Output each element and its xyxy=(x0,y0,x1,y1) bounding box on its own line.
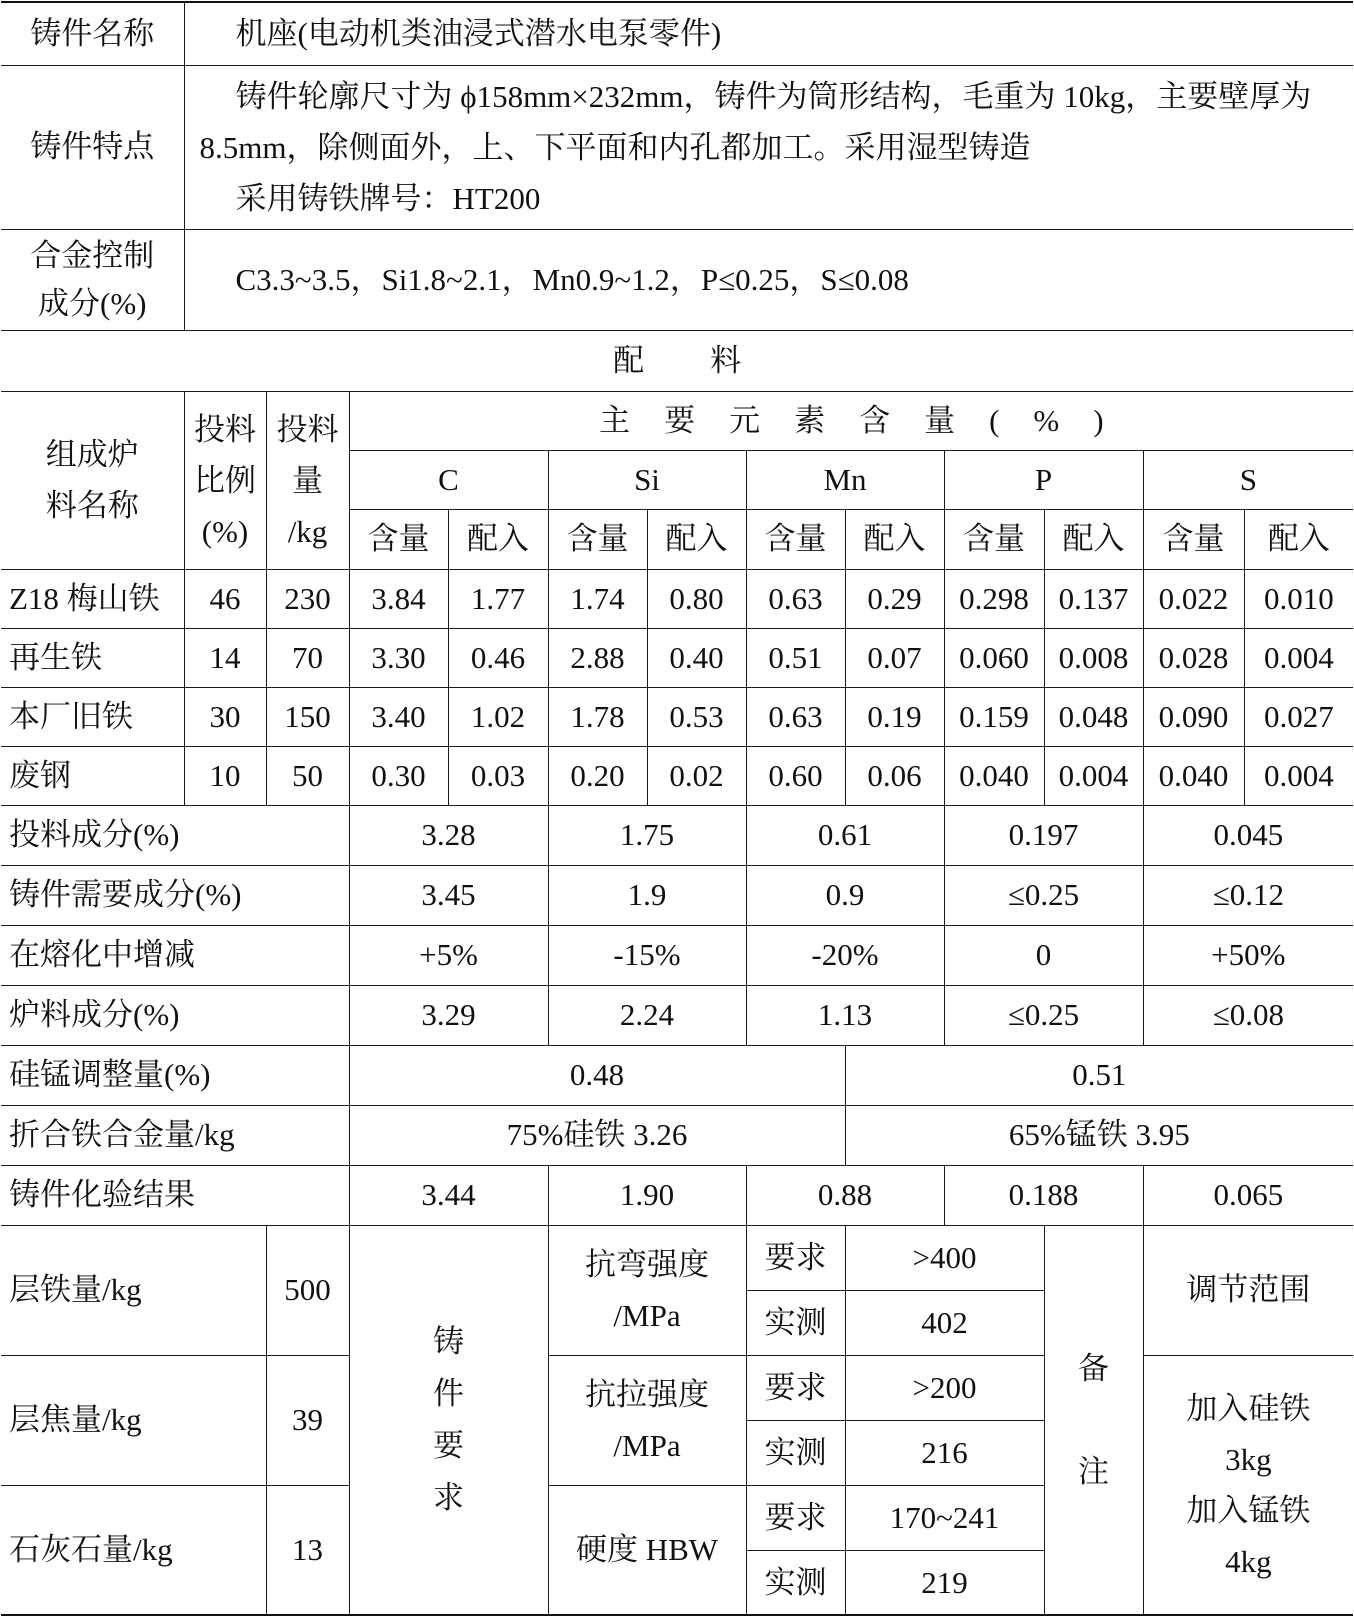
alloy-label-line: 成分(%) xyxy=(38,285,147,321)
alloy-value: C3.3~3.5，Si1.8~2.1，Mn0.9~1.2，P≤0.25，S≤0.08 xyxy=(184,229,1353,330)
limestone-value: 13 xyxy=(266,1485,349,1615)
summary-mn: -20% xyxy=(746,925,944,985)
casting-name-row xyxy=(1,2,1353,65)
sub-header-added: 配入 xyxy=(845,509,944,569)
si-added: 0.40 xyxy=(647,628,746,687)
charge-amount: 230 xyxy=(266,569,349,628)
adjust-si: 0.48 xyxy=(349,1045,845,1105)
charge-amount: 70 xyxy=(266,628,349,687)
c-added: 0.46 xyxy=(448,628,548,687)
col-header-line: 组成炉 xyxy=(45,437,139,472)
tensile-strength-label xyxy=(548,1355,746,1485)
summary-si: 1.75 xyxy=(548,805,746,865)
mn-added: 0.07 xyxy=(845,628,944,687)
melting-row xyxy=(1,1225,1353,1290)
s-added: 0.027 xyxy=(1244,687,1353,746)
ferroalloy-row xyxy=(1,1105,1353,1165)
summary-p: 0 xyxy=(944,925,1143,985)
sub-header-content: 含量 xyxy=(548,509,647,569)
p-added: 0.137 xyxy=(1044,569,1143,628)
summary-row xyxy=(1,805,1353,865)
charge-ratio: 46 xyxy=(184,569,266,628)
batching-title: 配料 xyxy=(613,342,808,378)
col-header-ratio xyxy=(184,391,266,569)
p-content: 0.060 xyxy=(944,628,1044,687)
charge-ratio: 14 xyxy=(184,628,266,687)
coke-charge-label: 层焦量/kg xyxy=(1,1355,266,1485)
c-added: 1.77 xyxy=(448,569,548,628)
si-added: 0.80 xyxy=(647,569,746,628)
charge-name: Z18 梅山铁 xyxy=(1,569,184,628)
summary-c: 3.45 xyxy=(349,865,548,925)
summary-mn: 0.9 xyxy=(746,865,944,925)
si-content: 1.78 xyxy=(548,687,647,746)
summary-c: 3.29 xyxy=(349,985,548,1045)
c-added: 0.03 xyxy=(448,746,548,805)
note-amount: 3kg xyxy=(1225,1441,1272,1477)
col-header-line: 投料 xyxy=(276,411,339,447)
si-content: 0.20 xyxy=(548,746,647,805)
summary-s: +50% xyxy=(1143,925,1353,985)
summary-c: +5% xyxy=(349,925,548,985)
charge-name: 本厂旧铁 xyxy=(1,687,184,746)
casting-features-text: 铸件轮廓尺寸为 ϕ158mm×232mm，铸件为筒形结构，毛重为 10kg，主要壁厚为 8.5mm，除侧面外，上、下平面和内孔都加工。采用湿型铸造 xyxy=(199,78,1312,165)
summary-label: 炉料成分(%) xyxy=(1,985,349,1045)
col-header-line: (%) xyxy=(201,513,249,549)
s-added: 0.004 xyxy=(1244,628,1353,687)
casting-grade-text: 采用铸铁牌号：HT200 xyxy=(235,180,541,216)
assay-p: 0.188 xyxy=(944,1165,1143,1225)
sub-header-content: 含量 xyxy=(944,509,1044,569)
summary-label: 铸件需要成分(%) xyxy=(1,865,349,925)
summary-row xyxy=(1,865,1353,925)
ferroalloy-label: 折合铁合金量/kg xyxy=(1,1105,349,1165)
casting-name-label: 铸件名称 xyxy=(1,2,184,65)
coke-charge-value: 39 xyxy=(266,1355,349,1485)
tensile-required-value: >200 xyxy=(845,1355,1044,1420)
required-label: 要求 xyxy=(746,1485,845,1550)
s-content: 0.028 xyxy=(1143,628,1244,687)
element-header-mn: Mn xyxy=(746,450,944,509)
mn-added: 0.06 xyxy=(845,746,944,805)
col-header-amount xyxy=(266,391,349,569)
mn-content: 0.63 xyxy=(746,569,845,628)
s-content: 0.040 xyxy=(1143,746,1244,805)
sub-header-content: 含量 xyxy=(746,509,845,569)
assay-label: 铸件化验结果 xyxy=(1,1165,349,1225)
summary-si: 2.24 xyxy=(548,985,746,1045)
casting-name-value: 机座(电动机类油浸式潜水电泵零件) xyxy=(184,2,1353,65)
remarks-title: 备注 xyxy=(1078,1350,1109,1489)
casting-requirements-cell xyxy=(349,1225,548,1615)
batching-title-row xyxy=(1,330,1353,391)
charge-row xyxy=(1,628,1353,687)
charge-name: 废钢 xyxy=(1,746,184,805)
note-text: 加入硅铁 xyxy=(1186,1390,1311,1426)
charge-row xyxy=(1,746,1353,805)
summary-mn: 0.61 xyxy=(746,805,944,865)
p-added: 0.008 xyxy=(1044,628,1143,687)
c-content: 3.30 xyxy=(349,628,448,687)
adjust-label: 硅锰调整量(%) xyxy=(1,1045,349,1105)
c-content: 3.40 xyxy=(349,687,448,746)
measured-label: 实测 xyxy=(746,1420,845,1485)
charge-name: 再生铁 xyxy=(1,628,184,687)
iron-charge-value: 500 xyxy=(266,1225,349,1355)
summary-mn: 1.13 xyxy=(746,985,944,1045)
element-header-si: Si xyxy=(548,450,746,509)
alloy-label xyxy=(1,229,184,330)
summary-c: 3.28 xyxy=(349,805,548,865)
casting-features-cell xyxy=(184,65,1353,229)
hardness-required-value: 170~241 xyxy=(845,1485,1044,1550)
note-text: 加入锰铁 xyxy=(1186,1492,1311,1528)
casting-batching-table xyxy=(1,1,1353,1616)
assay-s: 0.065 xyxy=(1143,1165,1353,1225)
s-content: 0.090 xyxy=(1143,687,1244,746)
sub-header-content: 含量 xyxy=(349,509,448,569)
summary-si: -15% xyxy=(548,925,746,985)
hardness-label: 硬度 HBW xyxy=(548,1485,746,1615)
sub-header-added: 配入 xyxy=(1244,509,1353,569)
mn-added: 0.29 xyxy=(845,569,944,628)
tensile-strength-unit: /MPa xyxy=(613,1428,681,1463)
col-header-elements xyxy=(349,391,1353,450)
header-row-main xyxy=(1,391,1353,450)
sub-header-added: 配入 xyxy=(448,509,548,569)
bending-strength-name: 抗弯强度 xyxy=(585,1247,709,1282)
s-added: 0.004 xyxy=(1244,746,1353,805)
ferroalloy-mn: 65%锰铁 3.95 xyxy=(845,1105,1353,1165)
si-content: 2.88 xyxy=(548,628,647,687)
assay-si: 1.90 xyxy=(548,1165,746,1225)
p-content: 0.298 xyxy=(944,569,1044,628)
note-amount: 4kg xyxy=(1225,1543,1272,1579)
col-header-charge-name xyxy=(1,391,184,569)
c-added: 1.02 xyxy=(448,687,548,746)
adjust-range-label: 调节范围 xyxy=(1143,1225,1353,1355)
summary-row xyxy=(1,985,1353,1045)
si-added: 0.02 xyxy=(647,746,746,805)
summary-row xyxy=(1,925,1353,985)
summary-s: 0.045 xyxy=(1143,805,1353,865)
summary-label: 在熔化中增减 xyxy=(1,925,349,985)
melting-row xyxy=(1,1355,1353,1420)
casting-features-row xyxy=(1,65,1353,229)
si-added: 0.53 xyxy=(647,687,746,746)
bending-measured-value: 402 xyxy=(845,1290,1044,1355)
col-header-line: 比例 xyxy=(194,462,256,498)
required-label: 要求 xyxy=(746,1355,845,1420)
assay-row xyxy=(1,1165,1353,1225)
mn-content: 0.60 xyxy=(746,746,845,805)
s-content: 0.022 xyxy=(1143,569,1244,628)
charge-amount: 150 xyxy=(266,687,349,746)
charge-amount: 50 xyxy=(266,746,349,805)
tensile-strength-name: 抗拉强度 xyxy=(585,1377,709,1412)
col-header-line: /kg xyxy=(287,513,328,549)
summary-p: ≤0.25 xyxy=(944,985,1143,1045)
summary-s: ≤0.12 xyxy=(1143,865,1353,925)
measured-label: 实测 xyxy=(746,1550,845,1615)
adjust-notes xyxy=(1143,1355,1353,1615)
charge-ratio: 10 xyxy=(184,746,266,805)
alloy-row xyxy=(1,229,1353,330)
elements-title: 主要元素含量(%) xyxy=(599,402,1138,438)
bending-strength-unit: /MPa xyxy=(613,1298,681,1333)
sub-header-content: 含量 xyxy=(1143,509,1244,569)
charge-ratio: 30 xyxy=(184,687,266,746)
s-added: 0.010 xyxy=(1244,569,1353,628)
assay-mn: 0.88 xyxy=(746,1165,944,1225)
sub-header-added: 配入 xyxy=(1044,509,1143,569)
c-content: 3.84 xyxy=(349,569,448,628)
alloy-label-line: 合金控制 xyxy=(30,237,155,273)
bending-strength-label xyxy=(548,1225,746,1355)
p-content: 0.159 xyxy=(944,687,1044,746)
summary-p: ≤0.25 xyxy=(944,865,1143,925)
col-header-line: 投料 xyxy=(194,411,256,447)
hardness-measured-value: 219 xyxy=(845,1550,1044,1615)
mn-content: 0.51 xyxy=(746,628,845,687)
summary-label: 投料成分(%) xyxy=(1,805,349,865)
adjust-row xyxy=(1,1045,1353,1105)
element-header-s: S xyxy=(1143,450,1353,509)
ferroalloy-si: 75%硅铁 3.26 xyxy=(349,1105,845,1165)
mn-content: 0.63 xyxy=(746,687,845,746)
p-added: 0.048 xyxy=(1044,687,1143,746)
element-header-p: P xyxy=(944,450,1143,509)
remarks-cell xyxy=(1044,1225,1143,1615)
iron-charge-label: 层铁量/kg xyxy=(1,1225,266,1355)
required-label: 要求 xyxy=(746,1225,845,1290)
element-header-c: C xyxy=(349,450,548,509)
summary-si: 1.9 xyxy=(548,865,746,925)
charge-row xyxy=(1,569,1353,628)
summary-p: 0.197 xyxy=(944,805,1143,865)
col-header-line: 料名称 xyxy=(45,488,139,523)
tensile-measured-value: 216 xyxy=(845,1420,1044,1485)
mn-added: 0.19 xyxy=(845,687,944,746)
col-header-line: 量 xyxy=(292,462,323,498)
charge-row xyxy=(1,687,1353,746)
batching-title-cell xyxy=(1,330,1353,391)
assay-c: 3.44 xyxy=(349,1165,548,1225)
measured-label: 实测 xyxy=(746,1290,845,1355)
si-content: 1.74 xyxy=(548,569,647,628)
casting-requirements-title: 铸件要求 xyxy=(433,1323,464,1515)
adjust-mn: 0.51 xyxy=(845,1045,1353,1105)
casting-features-label: 铸件特点 xyxy=(1,65,184,229)
sub-header-added: 配入 xyxy=(647,509,746,569)
bending-required-value: >400 xyxy=(845,1225,1044,1290)
summary-s: ≤0.08 xyxy=(1143,985,1353,1045)
p-added: 0.004 xyxy=(1044,746,1143,805)
limestone-label: 石灰石量/kg xyxy=(1,1485,266,1615)
c-content: 0.30 xyxy=(349,746,448,805)
p-content: 0.040 xyxy=(944,746,1044,805)
